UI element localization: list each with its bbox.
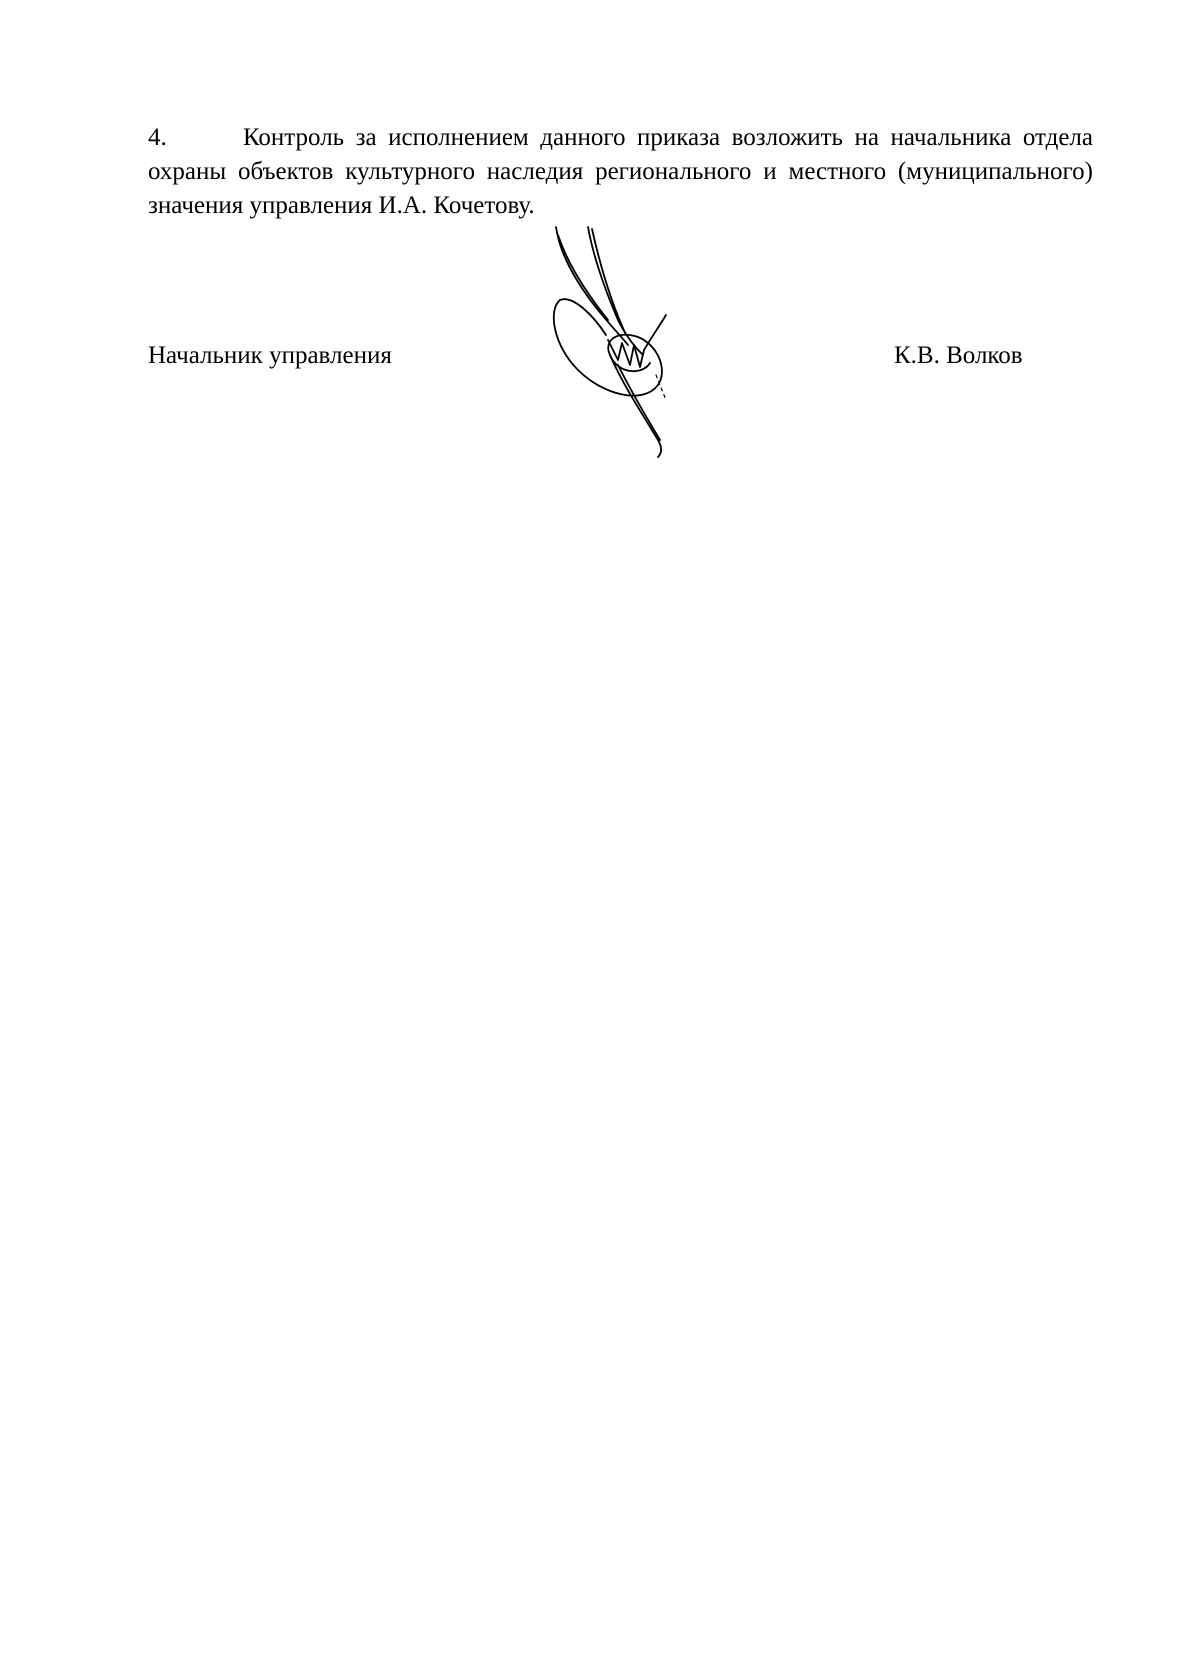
paragraph-4 <box>148 121 1093 223</box>
paragraph-text: Контроль за исполнением данного приказа возложить на начальника отдела охраны объектов культурного наследия регионального и местного (муниципального) значения управления И.А. Кочетову. <box>148 124 1093 219</box>
handwritten-signature <box>548 225 708 460</box>
signer-position: Начальник управления <box>148 342 392 369</box>
paragraph-number: 4. <box>148 124 167 151</box>
signer-name: К.В. Волков <box>894 342 1023 369</box>
